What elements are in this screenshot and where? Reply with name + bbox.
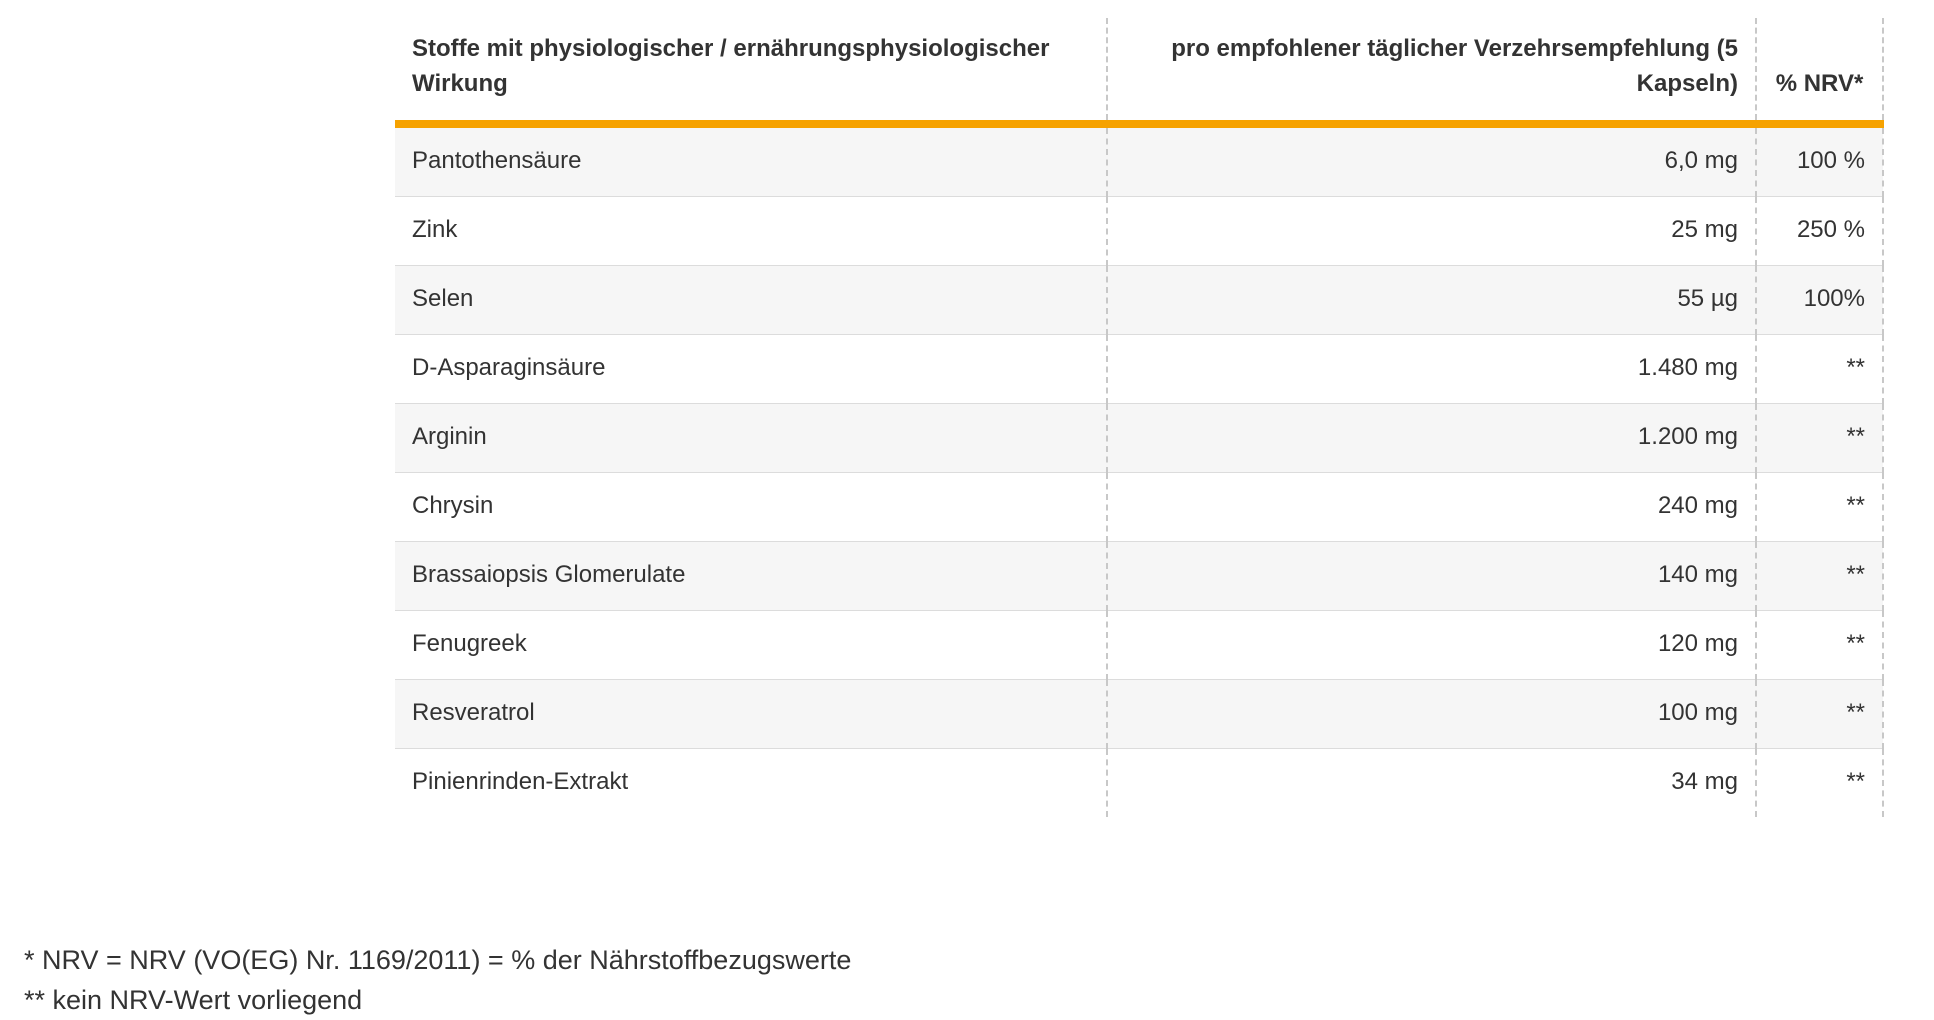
table-row (395, 541, 1883, 610)
header-row (395, 18, 1883, 124)
table-row (395, 124, 1883, 197)
table-header (395, 18, 1883, 124)
header-amount: pro empfohlener täglicher Verzehrsempfehlung (5 Kapseln) (1107, 18, 1756, 124)
header-nrv: % NRV* (1756, 18, 1883, 124)
cell-amount: 120 mg (1107, 610, 1756, 679)
nutrition-table (395, 18, 1884, 817)
cell-amount: 100 mg (1107, 679, 1756, 748)
cell-nrv: 100% (1756, 265, 1883, 334)
cell-substance: Resveratrol (395, 679, 1107, 748)
cell-substance: Arginin (395, 403, 1107, 472)
table-row (395, 196, 1883, 265)
cell-nrv: 250 % (1756, 196, 1883, 265)
cell-nrv: ** (1756, 679, 1883, 748)
cell-nrv: ** (1756, 610, 1883, 679)
cell-substance: Zink (395, 196, 1107, 265)
table-row (395, 472, 1883, 541)
cell-substance: D-Asparaginsäure (395, 334, 1107, 403)
cell-amount: 140 mg (1107, 541, 1756, 610)
cell-amount: 25 mg (1107, 196, 1756, 265)
footnote-no-nrv: ** kein NRV-Wert vorliegend (24, 985, 363, 1015)
cell-amount: 6,0 mg (1107, 124, 1756, 197)
cell-nrv: ** (1756, 334, 1883, 403)
footnotes (24, 940, 851, 1020)
cell-substance: Brassaiopsis Glomerulate (395, 541, 1107, 610)
cell-amount: 1.480 mg (1107, 334, 1756, 403)
table-body (395, 124, 1883, 817)
nutrition-table-container (395, 18, 1883, 817)
cell-substance: Fenugreek (395, 610, 1107, 679)
table-row (395, 679, 1883, 748)
table-row (395, 748, 1883, 817)
table-row (395, 610, 1883, 679)
cell-nrv: ** (1756, 403, 1883, 472)
cell-substance: Selen (395, 265, 1107, 334)
table-row (395, 265, 1883, 334)
table-row (395, 403, 1883, 472)
cell-nrv: ** (1756, 472, 1883, 541)
cell-amount: 1.200 mg (1107, 403, 1756, 472)
cell-amount: 240 mg (1107, 472, 1756, 541)
cell-amount: 34 mg (1107, 748, 1756, 817)
cell-substance: Pinienrinden-Extrakt (395, 748, 1107, 817)
cell-nrv: ** (1756, 541, 1883, 610)
cell-nrv: 100 % (1756, 124, 1883, 197)
cell-substance: Chrysin (395, 472, 1107, 541)
footnote-nrv-definition: * NRV = NRV (VO(EG) Nr. 1169/2011) = % der Nährstoffbezugswerte (24, 945, 852, 975)
cell-nrv: ** (1756, 748, 1883, 817)
table-row (395, 334, 1883, 403)
header-substance: Stoffe mit physiologischer / ernährungsphysiologischer Wirkung (395, 18, 1107, 124)
cell-amount: 55 µg (1107, 265, 1756, 334)
cell-substance: Pantothensäure (395, 124, 1107, 197)
